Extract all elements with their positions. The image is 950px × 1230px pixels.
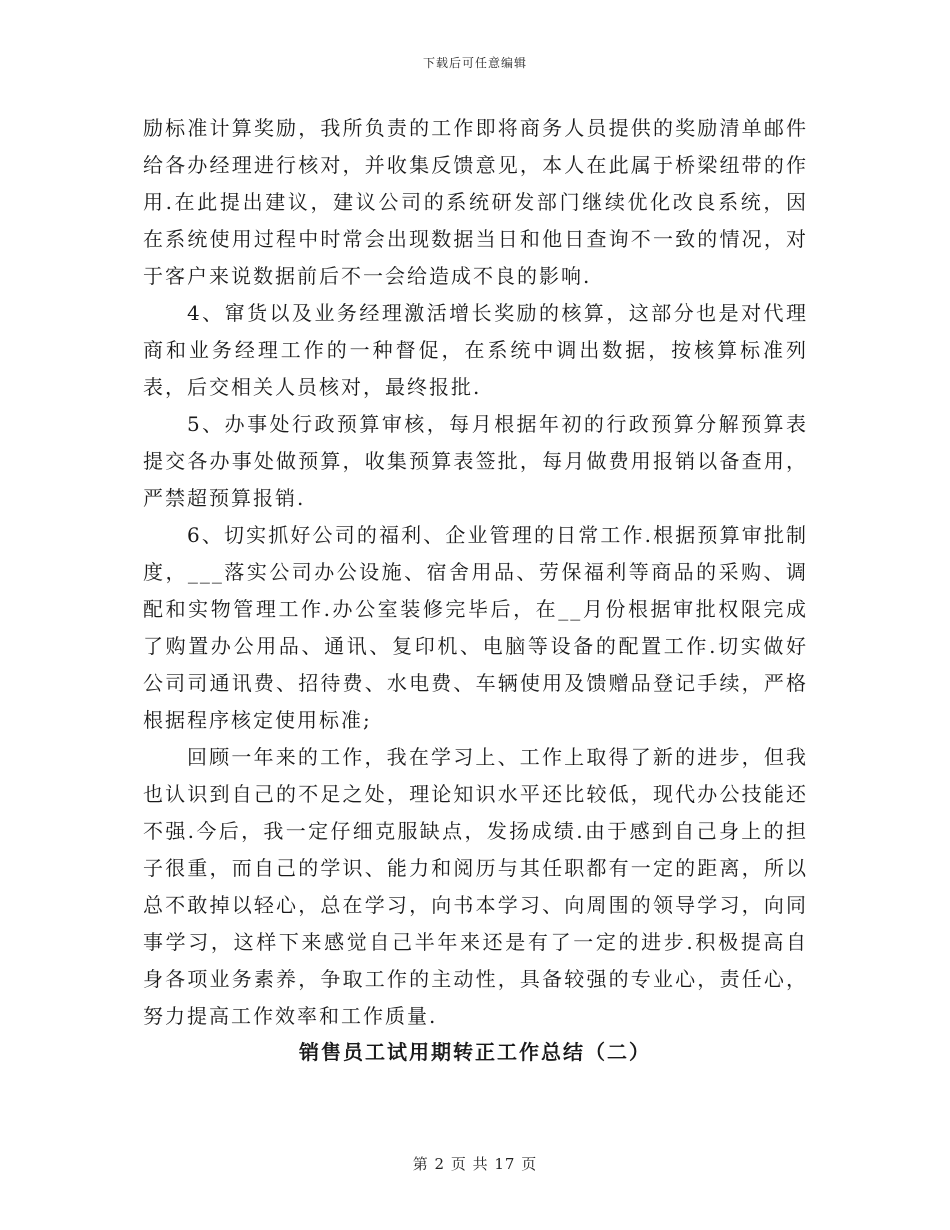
paragraph-item-6: 6、切实抓好公司的福利、企业管理的日常工作.根据预算审批制度，___落实公司办公设施、宿舍用品、劳保福利等商品的采购、调配和实物管理工作.办公室装修完毕后，在__月份根据审批权限完成了购置办公用品、通讯、复印机、电脑等设备的配置工作.切实做好公司司通讯费、招待费、水电费、车辆使用及馈赠品登记手续，严格根据程序核定使用标准; (143, 523, 808, 732)
paragraph-continuation: 励标准计算奖励，我所负责的工作即将商务人员提供的奖励清单邮件给各办经理进行核对，并收集反馈意见，本人在此属于桥梁纽带的作用.在此提出建议，建议公司的系统研发部门继续优化改良系统，因在系统使用过程中时常会出现数据当日和他日查询不一致的情况，对于客户来说数据前后不一会给造成不良的影响. (143, 116, 808, 288)
page-header: 下载后可任意编辑 (422, 56, 527, 70)
paragraph-item-4: 4、窜货以及业务经理激活增长奖励的核算，这部分也是对代理商和业务经理工作的一种督促，在系统中调出数据，按核算标准列表，后交相关人员核对，最终报批. (143, 301, 808, 399)
section-title: 销售员工试用期转正工作总结（二） (299, 1040, 651, 1064)
document-body (143, 110, 808, 1035)
paragraph-item-5: 5、办事处行政预算审核，每月根据年初的行政预算分解预算表提交各办事处做预算，收集预算表签批，每月做费用报销以备查用，严禁超预算报销. (143, 412, 808, 510)
page-footer: 第 2 页 共 17 页 (412, 1155, 538, 1173)
paragraph-review: 回顾一年来的工作，我在学习上、工作上取得了新的进步，但我也认识到自己的不足之处，理论知识水平还比较低，现代办公技能还不强.今后，我一定仔细克服缺点，发扬成绩.由于感到自己身上的担子很重，而自己的学识、能力和阅历与其任职都有一定的距离，所以总不敢掉以轻心，总在学习，向书本学习、向周围的领导学习，向同事学习，这样下来感觉自己半年来还是有了一定的进步.积极提高自身各项业务素养，争取工作的主动性，具备较强的专业心，责任心，努力提高工作效率和工作质量. (143, 745, 808, 1028)
